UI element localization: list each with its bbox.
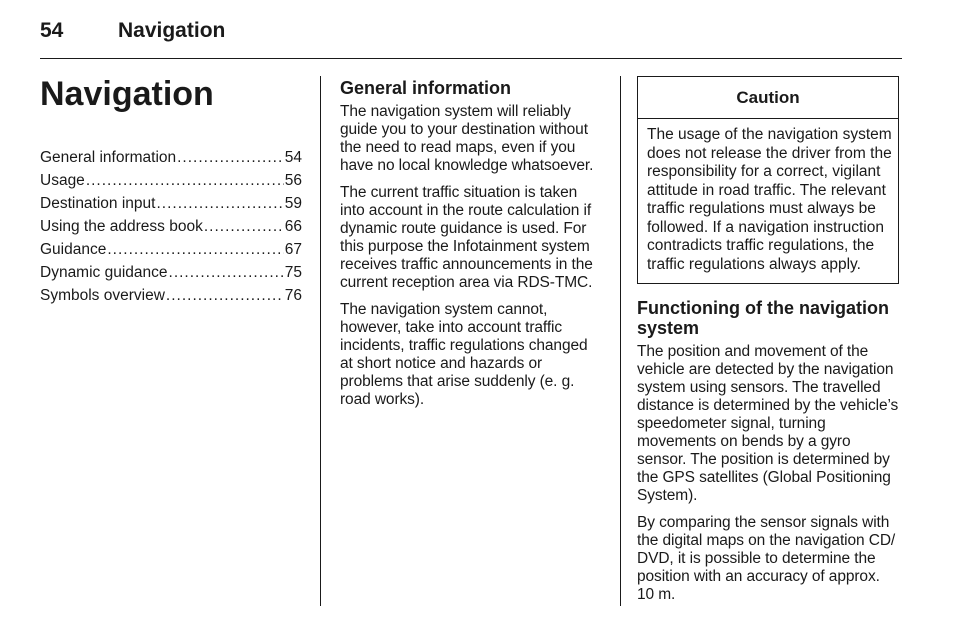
page-number: 54 xyxy=(40,19,64,42)
toc-entry-label: Usage xyxy=(40,172,85,189)
toc-entry[interactable] xyxy=(40,169,302,192)
body-paragraph: By comparing the sensor signals with the digital maps on the navigation CD/ DVD, it is possible to determine the position with an accuracy of approx. 10 m. xyxy=(637,514,896,603)
toc-entry-page: 76 xyxy=(284,287,302,304)
toc-entry[interactable] xyxy=(40,215,302,238)
toc-entry-page: 54 xyxy=(284,149,302,166)
right-column xyxy=(637,76,901,613)
toc-leader-dots xyxy=(177,146,284,169)
caution-heading: Caution xyxy=(638,77,898,119)
toc-entry-label: Using the address book xyxy=(40,218,203,235)
toc-entry[interactable] xyxy=(40,146,302,169)
table-of-contents xyxy=(40,146,302,307)
toc-entry-page: 56 xyxy=(284,172,302,189)
toc-entry-page: 75 xyxy=(284,264,302,281)
page-header xyxy=(40,0,902,59)
toc-leader-dots xyxy=(86,169,284,192)
body-paragraph: The navigation system will reliably guide you to your destination without the need to read maps, even if you have no local knowledge whatsoever. xyxy=(340,103,594,174)
chapter-title: Navigation xyxy=(40,75,214,113)
toc-leader-dots xyxy=(156,192,283,215)
section-heading: General information xyxy=(340,78,512,98)
toc-leader-dots xyxy=(166,284,284,307)
toc-leader-dots xyxy=(204,215,284,238)
body-paragraph: The position and movement of the vehicle are detected by the navigation system using sensors. The travelled distance is determined by the vehicle’s speedometer signal, turning movements on bends by a gyro sensor. The position is determined by the GPS satellites (Global Positioning System). xyxy=(637,343,899,504)
general-information-section xyxy=(340,78,604,418)
toc-entry[interactable] xyxy=(40,238,302,261)
toc-leader-dots xyxy=(107,238,283,261)
body-paragraph: The current traffic situation is taken into account in the route calculation if dynamic route guidance is used. For this purpose the Infotainment system receives traffic announcements in the current reception area via RDS-TMC. xyxy=(340,184,593,291)
column-divider xyxy=(320,76,321,606)
caution-box xyxy=(637,76,899,284)
toc-entry-label: Destination input xyxy=(40,195,156,212)
toc-entry[interactable] xyxy=(40,192,302,215)
toc-leader-dots xyxy=(169,261,284,284)
section-heading: Functioning of the navigation system xyxy=(637,298,889,338)
toc-entry[interactable] xyxy=(40,261,302,284)
header-title: Navigation xyxy=(118,19,226,42)
toc-entry-label: Guidance xyxy=(40,241,107,258)
body-paragraph: The navigation system cannot, however, take into account traffic incidents, traffic regulations changed at short notice and hazards or problems that arise suddenly (e. g. road works). xyxy=(340,301,588,408)
toc-entry[interactable] xyxy=(40,284,302,307)
toc-entry-label: General information xyxy=(40,149,177,166)
chapter-column xyxy=(40,74,302,307)
toc-entry-page: 59 xyxy=(284,195,302,212)
toc-entry-label: Dynamic guidance xyxy=(40,264,168,281)
toc-entry-label: Symbols overview xyxy=(40,287,165,304)
toc-entry-page: 66 xyxy=(284,218,302,235)
column-divider xyxy=(620,76,621,606)
caution-text: The usage of the navigation system does not release the driver from the responsibility for a correct, vigilant attitude in road traffic. The relevant traffic regulations must always be followed. If a navigation instruction contradicts traffic regulations, the traffic regulations always apply. xyxy=(647,126,892,273)
toc-entry-page: 67 xyxy=(284,241,302,258)
